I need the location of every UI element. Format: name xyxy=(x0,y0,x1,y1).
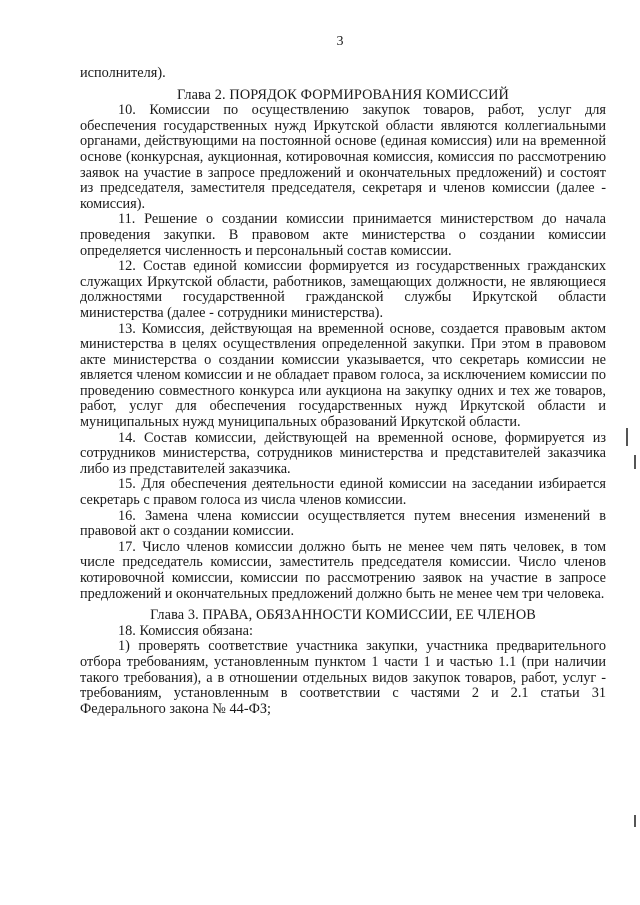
paragraph-10: 10. Комиссии по осуществлению закупок товаров, работ, услуг для обеспечения государственных нужд Иркутской области являются коллегиальными органами, действующими на постоянной основе (единая комиссия) или на временной основе (конкурсная, аукционная, котировочная комиссия, комиссия по рассмотрению заявок на участие в запросе предложений и окончательных предложений) и состоят из председателя, заместителя председателя, секретаря и членов комиссии (далее - комиссия). xyxy=(80,102,606,212)
paragraph-17: 17. Число членов комиссии должно быть не менее чем пять человек, в том числе председатель комиссии, заместитель председателя комиссии. Число членов котировочной комиссии, комиссии по рассмотрению заявок на участие в запросе предложений и окончательных предложений должно быть не менее чем три человека. xyxy=(80,538,606,602)
chapter-2-heading: Глава 2. ПОРЯДОК ФОРМИРОВАНИЯ КОМИССИЙ xyxy=(177,86,509,103)
scan-margin-mark xyxy=(634,455,636,469)
scan-margin-mark xyxy=(634,815,636,827)
paragraph-14: 14. Состав комиссии, действующей на временной основе, формируется из сотрудников министерства, сотрудников министерства и представителей заказчика либо из представителей заказчика. xyxy=(80,429,606,477)
paragraph-15: 15. Для обеспечения деятельности единой комиссии на заседании избирается секретарь с правом голоса из числа членов комиссии. xyxy=(80,476,606,509)
page-number: 3 xyxy=(336,34,344,49)
chapter-3-heading: Глава 3. ПРАВА, ОБЯЗАННОСТИ КОМИССИИ, ЕЕ ЧЛЕНОВ xyxy=(150,607,536,624)
paragraph-12: 12. Состав единой комиссии формируется из государственных гражданских служащих Иркутской области, работников, замещающих должности, не являющиеся должностями государственной гражданской службы Иркутской области министерства (далее - сотрудники министерства). xyxy=(80,258,606,321)
paragraph-13: 13. Комиссия, действующая на временной основе, создается правовым актом министерства в целях осуществления определенной закупки. При этом в правовом акте министерства о создании комиссии указывается, что секретарь комиссии не является членом комиссии и не обладает правом голоса, за исключением комиссии по проведению совместного конкурса или аукциона на закупку одних и тех же товаров, работ, услуг для обеспечения государственных нужд Иркутской области и муниципальных нужд муниципальных образований Иркутской области. xyxy=(80,320,606,431)
scan-margin-mark xyxy=(626,428,628,446)
subparagraph-18-1: 1) проверять соответствие участника закупки, участника предварительного отбора требованиям, установленным пунктом 1 части 1 и частью 1.1 (при наличии такого требования), а в отношении отдельных видов закупок товаров, работ, услуг - требованиям, установленным в соответствии с частями 2 и 2.1 статьи 31 Федерального закона № 44-ФЗ; xyxy=(80,638,606,717)
paragraph-16: 16. Замена члена комиссии осуществляется путем внесения изменений в правовой акт о создании комиссии. xyxy=(80,507,606,540)
lead-text: исполнителя). xyxy=(80,65,166,81)
document-body xyxy=(80,66,606,717)
paragraph-18: 18. Комиссия обязана: xyxy=(118,622,253,639)
paragraph-11: 11. Решение о создании комиссии принимается министерством до начала проведения закупки. В правовом акте министерства о создании комиссии определяется численность и персональный состав комиссии. xyxy=(80,211,606,259)
